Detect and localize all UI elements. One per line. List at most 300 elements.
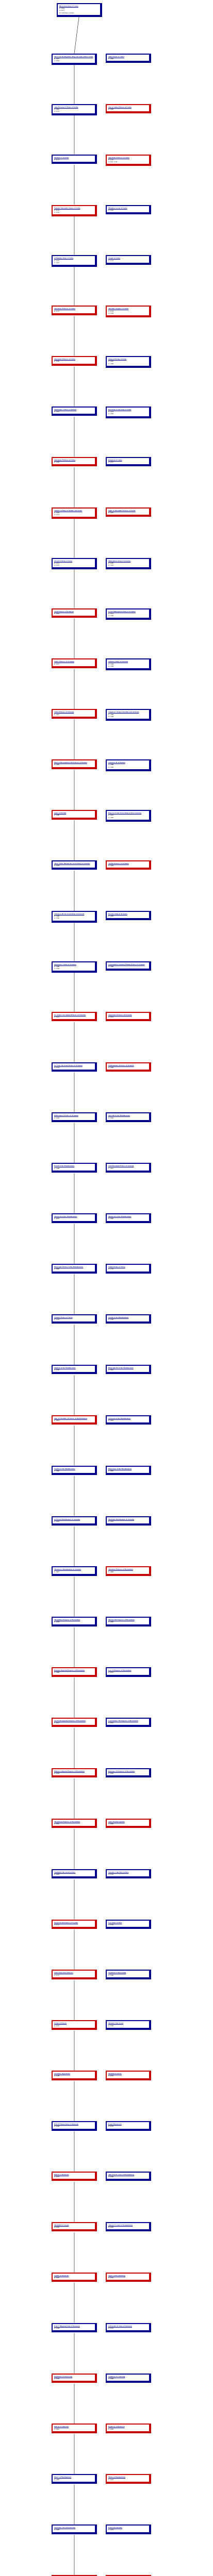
- person-detail: b. 1810: [108, 1369, 114, 1371]
- person-name[interactable]: Alexander Princess of Gisha: [54, 459, 75, 461]
- person-name[interactable]: Sige of Vlasidaiv I Princess of the Bohemian: [54, 1417, 87, 1419]
- person-card[interactable]: [106, 810, 151, 822]
- person-card[interactable]: [52, 1768, 97, 1777]
- person-name[interactable]: Christoffer II King of Denmark: [108, 2325, 132, 2327]
- person-card[interactable]: [52, 1112, 97, 1122]
- person-detail: b. 1112: [54, 158, 59, 161]
- person-detail: b. 2260: [108, 2176, 114, 2178]
- person-card[interactable]: [106, 658, 151, 670]
- person-card[interactable]: [106, 2172, 151, 2181]
- person-name[interactable]: Khosrov II the Victor King of West Armenia: [108, 812, 142, 815]
- person-name[interactable]: Chasmon II of Parthia: [108, 761, 125, 764]
- person-detail: d. 1164: [54, 211, 60, 213]
- person-name[interactable]: Hamazasp of the Mamikonians: [108, 1467, 132, 1470]
- person-name[interactable]: Euphemia of Pomerania: [54, 2375, 73, 2378]
- person-name[interactable]: Romanos II Emperor of Byzantium: [108, 1770, 135, 1772]
- person-detail: b. 1935: [108, 1520, 114, 1522]
- person-card[interactable]: [106, 2323, 151, 2332]
- person-name[interactable]: Leo VI Emperor of Byzantium: [108, 1669, 132, 1672]
- person-name[interactable]: Helena Lekapene Empress of Byzantium: [54, 1770, 85, 1772]
- person-detail: b. 2010: [108, 1671, 114, 1674]
- person-detail: b. 2160: [108, 1974, 114, 1976]
- person-card[interactable]: [52, 1566, 97, 1575]
- person-detail: b. 2161: [54, 2024, 60, 2027]
- person-detail: b. 1560: [108, 1066, 114, 1069]
- person-card[interactable]: [52, 2121, 97, 2130]
- person-name[interactable]: Agnes of Brandenburg: [108, 2274, 125, 2277]
- person-card[interactable]: [52, 1617, 97, 1626]
- person-detail: b. 1660: [108, 1217, 114, 1220]
- person-detail: b. 1085: [108, 108, 114, 110]
- person-detail: d. 1384: [108, 665, 114, 667]
- person-name[interactable]: Yachaninants Princess of Armenia: [108, 1064, 134, 1066]
- person-detail: b. 2360: [108, 2377, 114, 2380]
- person-card[interactable]: [106, 1516, 151, 1526]
- person-detail: b. 1081: [54, 108, 60, 110]
- person-detail: b. 1860: [54, 1469, 60, 1472]
- person-card[interactable]: [52, 54, 97, 65]
- person-detail: b. 2110: [108, 1873, 114, 1875]
- person-detail: b. 1735: [54, 1318, 60, 1321]
- person-card[interactable]: [52, 860, 97, 870]
- person-card[interactable]: [52, 2374, 97, 2383]
- person-detail: d. 1077: [59, 9, 65, 12]
- person-name[interactable]: Johann I Count of Brandenburg: [108, 2224, 133, 2226]
- person-name[interactable]: Dimianagos I Prince of Armenia: [54, 1114, 78, 1117]
- person-card[interactable]: [52, 306, 97, 315]
- person-detail: b. 1313: [108, 612, 114, 615]
- person-detail: d. 1440: [108, 766, 114, 768]
- person-name[interactable]: Yakor Princess of Armenia: [54, 660, 74, 663]
- person-detail: b. 1386: [108, 764, 114, 766]
- person-card[interactable]: [52, 255, 97, 267]
- person-card[interactable]: [52, 709, 97, 718]
- person-name[interactable]: Pilot of Phrasteuinen III Princess of Parthia: [54, 761, 87, 764]
- person-detail: b. 1114: [54, 209, 59, 211]
- person-name[interactable]: Sv. Stasis Cass Adean Princess of Armenia: [54, 1013, 86, 1016]
- person-detail: b. 1201: [54, 411, 60, 413]
- person-card[interactable]: [106, 558, 151, 570]
- person-name[interactable]: Anastasios I King of Armenia: [54, 963, 76, 965]
- person-name[interactable]: Helena of Denmark: [54, 2174, 69, 2176]
- person-card[interactable]: [106, 1617, 151, 1626]
- person-detail: b. 1635: [54, 1217, 60, 1220]
- person-name[interactable]: Mstislav I the Great: [108, 2022, 124, 2025]
- person-card[interactable]: [52, 1920, 97, 1929]
- person-card[interactable]: [52, 1365, 97, 1374]
- person-detail: d. 1133: [54, 110, 60, 113]
- person-card[interactable]: [52, 1213, 97, 1223]
- person-name[interactable]: Henry of Mecklenburg: [54, 2476, 72, 2479]
- person-card[interactable]: [52, 1869, 97, 1878]
- person-card[interactable]: [52, 1718, 97, 1727]
- person-name[interactable]: Mushegh Mamikonian of Armenia: [108, 1518, 135, 1520]
- person-detail: b. 2385: [108, 2428, 114, 2430]
- person-detail: d. 1239: [108, 312, 114, 314]
- person-name[interactable]: Joshi Princess of Ezdistan: [54, 610, 74, 613]
- person-card[interactable]: [52, 2273, 97, 2282]
- person-name[interactable]: Michael III Emperor of Byzantium: [108, 1619, 135, 1621]
- person-name[interactable]: Maria of Mecklenburg: [108, 2476, 125, 2479]
- person-name[interactable]: Mikhailuten King of Armenia: [108, 560, 131, 562]
- person-card[interactable]: [106, 507, 151, 517]
- person-card[interactable]: [52, 961, 97, 973]
- person-name[interactable]: Eric II Emune King of Denmark: [54, 2123, 79, 2126]
- person-detail: d. 1314: [54, 514, 60, 516]
- person-detail: d. after 1150: [108, 161, 118, 163]
- person-detail: b. 1390: [54, 814, 60, 817]
- person-name[interactable]: Volgaren V King of Parthia and Armenia: [108, 711, 139, 714]
- person-card[interactable]: [106, 1163, 151, 1172]
- person-name[interactable]: Sophia of Denmark: [54, 2274, 69, 2277]
- person-card[interactable]: [106, 1213, 151, 1223]
- person-detail: b. 1760: [108, 1318, 114, 1321]
- person-detail: b. 1563: [54, 1116, 60, 1119]
- person-card[interactable]: [52, 155, 97, 164]
- person-detail: b. 1960: [108, 1570, 114, 1573]
- person-detail: b. 1410: [108, 814, 114, 817]
- person-card[interactable]: [106, 1768, 151, 1777]
- person-card[interactable]: [52, 1012, 97, 1021]
- person-card[interactable]: [52, 205, 97, 217]
- person-name[interactable]: John Personer I Prince of Gisha: [54, 106, 78, 108]
- person-detail: b. 1262: [54, 512, 60, 514]
- person-name[interactable]: Mamyrah of the Mamikonians: [54, 1215, 77, 1218]
- person-name[interactable]: Moses III Rodrigenthi, King and Agha Prince Gisha: [54, 55, 93, 58]
- person-name[interactable]: Helvig of Schleswig: [54, 2426, 69, 2428]
- person-detail: b. 1110: [108, 158, 113, 161]
- person-name[interactable]: Hmayegh I Prince of the Mamikonians: [54, 1266, 84, 1268]
- person-card[interactable]: [52, 507, 97, 519]
- person-detail: b. 1588: [54, 1167, 60, 1170]
- person-card[interactable]: [52, 2071, 97, 2080]
- person-card[interactable]: [52, 2172, 97, 2181]
- person-name[interactable]: Theodoros Mamikonian of Armenia: [54, 1568, 81, 1571]
- person-name[interactable]: Joseph of Gisha: [108, 257, 120, 260]
- person-detail: b. 1986: [54, 1671, 60, 1674]
- person-detail: b. 1317: [54, 663, 60, 665]
- person-name[interactable]: Sv. Isaac the Great Prince of Armenia: [54, 1064, 83, 1066]
- person-card[interactable]: [106, 2071, 151, 2080]
- person-name[interactable]: Kosmas King of Armenia: [108, 912, 127, 915]
- person-name[interactable]: Oozoli of the Mamikonians: [108, 1316, 129, 1318]
- person-name[interactable]: Zoe Karbonopsina Empress of Byzantium: [54, 1720, 86, 1722]
- person-name[interactable]: Alexander Princess of Gisha: [108, 156, 129, 159]
- person-detail: b. 2060: [108, 1772, 114, 1775]
- person-name[interactable]: Vahan Prince of Taron: [108, 1266, 125, 1268]
- person-name[interactable]: Pereth of the Mamikonians: [54, 1165, 75, 1167]
- person-detail: d. 1335: [54, 564, 60, 567]
- person-detail: b. 1170: [108, 259, 114, 262]
- person-card[interactable]: [106, 2121, 151, 2130]
- person-name[interactable]: Constantine VII Emperor of Byzantium: [108, 1720, 138, 1722]
- person-detail: b. 1710: [108, 1268, 114, 1270]
- person-card[interactable]: [106, 1314, 151, 1324]
- person-name[interactable]: Levan Dikhaganon King of Armenia: [108, 610, 136, 613]
- person-card[interactable]: [106, 759, 151, 771]
- person-detail: b. 1257: [108, 461, 114, 464]
- person-detail: b. 2308: [54, 2327, 60, 2329]
- person-card[interactable]: [106, 356, 151, 368]
- person-detail: b. 1985: [108, 1621, 114, 1623]
- person-detail: b. 1360: [108, 713, 114, 716]
- person-card[interactable]: [52, 104, 97, 116]
- person-detail: b. 1515: [108, 1015, 114, 1018]
- person-card[interactable]: [106, 961, 151, 971]
- person-name[interactable]: David the Great King of Gisha: [108, 409, 132, 411]
- person-detail: b. 2135: [108, 1923, 114, 1926]
- person-detail: b. 2287: [54, 2276, 60, 2279]
- person-detail: b. 2208: [54, 2125, 60, 2128]
- person-card[interactable]: [106, 1365, 151, 1374]
- person-name[interactable]: Achiekillos King of Gisha: [54, 257, 74, 260]
- person-card[interactable]: [106, 306, 151, 317]
- person-name[interactable]: Sabia Princess of Armenia: [54, 711, 74, 714]
- person-card[interactable]: [106, 608, 151, 620]
- person-card[interactable]: [52, 2474, 97, 2483]
- person-name[interactable]: Mamyrah of the Mamikonians: [108, 1215, 132, 1218]
- person-card[interactable]: [106, 457, 151, 466]
- person-detail: b. 1365: [54, 764, 60, 766]
- person-card[interactable]: [52, 2323, 97, 2332]
- person-name[interactable]: Matthew I of Gisha: [54, 156, 69, 159]
- person-detail: b. 1910: [54, 1520, 60, 1522]
- person-detail: b. 1230: [54, 461, 60, 464]
- person-detail: b. 2235: [108, 2125, 114, 2128]
- person-card[interactable]: [106, 2424, 151, 2433]
- person-detail: m. Chachak of Gisha: [59, 11, 74, 14]
- person-name[interactable]: Simeon II King of Gisha: [108, 358, 127, 361]
- person-name[interactable]: Anna Polovtsian Princess: [54, 1972, 73, 1974]
- person-card[interactable]: [52, 1163, 97, 1172]
- person-detail: b. 2408: [54, 2529, 60, 2531]
- person-detail: b. 2085: [108, 1823, 114, 1825]
- person-card[interactable]: [106, 1415, 151, 1425]
- person-name[interactable]: Oge of Gisha Princess of Gisha: [108, 106, 132, 108]
- person-card[interactable]: [106, 1970, 151, 1979]
- person-card[interactable]: [106, 54, 151, 63]
- person-detail: b. 1338: [108, 663, 114, 665]
- person-name[interactable]: Albrecht II Count of Brandenburg: [108, 2174, 135, 2176]
- person-detail: b. 1436: [54, 865, 60, 867]
- person-detail: b. 1785: [54, 1369, 60, 1371]
- person-card[interactable]: [52, 658, 97, 668]
- person-card[interactable]: [52, 810, 97, 819]
- person-detail: b. 2410: [108, 2478, 114, 2481]
- person-name[interactable]: Gytha of Wessex: [54, 2022, 67, 2025]
- person-card[interactable]: [52, 356, 97, 365]
- person-detail: b. 2435: [108, 2529, 114, 2531]
- person-card[interactable]: [52, 1466, 97, 1475]
- person-detail: d. 1345: [108, 564, 114, 567]
- person-card[interactable]: [52, 1819, 97, 1828]
- person-name[interactable]: Tamara II King of Tachins and Gisha: [54, 509, 83, 512]
- person-detail: b. 1512: [54, 1015, 60, 1018]
- person-name[interactable]: Anna of Parthia: [54, 812, 67, 815]
- person-card[interactable]: [106, 1112, 151, 1122]
- person-card[interactable]: [52, 1516, 97, 1526]
- person-detail: d. 1094: [54, 60, 60, 62]
- person-card[interactable]: [52, 457, 97, 466]
- person-detail: d. 1549: [54, 968, 60, 970]
- person-card[interactable]: [52, 2524, 97, 2534]
- person-detail: d. 1408: [108, 715, 114, 718]
- person-detail: b. 1490: [108, 965, 114, 968]
- person-card[interactable]: [106, 2474, 151, 2483]
- person-detail: d. 1293: [108, 413, 114, 415]
- person-card[interactable]: [52, 406, 97, 416]
- person-name[interactable]: Hmayagh III of the Mamikonians: [108, 1366, 134, 1369]
- person-detail: b. 2262: [54, 2226, 60, 2229]
- person-name[interactable]: Erik of Pomerania: [108, 2527, 122, 2529]
- person-name[interactable]: Ingeborg of Denmark: [108, 2426, 125, 2428]
- person-name[interactable]: Erik V Klipping King of Denmark: [54, 2325, 80, 2327]
- person-card[interactable]: [106, 2273, 151, 2282]
- person-name[interactable]: Oglu of Alexander Princess of Gisha: [108, 509, 136, 512]
- person-card[interactable]: [106, 2020, 151, 2029]
- person-card[interactable]: [106, 911, 151, 920]
- person-card[interactable]: [106, 1062, 151, 1072]
- person-name[interactable]: Christina Ingesdotter: [54, 2073, 71, 2075]
- person-card[interactable]: [106, 860, 151, 870]
- person-detail: b. 2335: [108, 2327, 114, 2329]
- person-name[interactable]: Theodora Empress of Byzantium: [108, 1568, 133, 1571]
- person-name[interactable]: Tinay Tabor Belsina the Great King of Armenia: [54, 862, 90, 865]
- person-detail: b. 2083: [54, 1873, 60, 1875]
- person-name[interactable]: Vladimir I the Great of Kiev: [54, 1871, 76, 1873]
- person-detail: d. 1201: [54, 261, 60, 264]
- person-name[interactable]: Knud Magnussen: [108, 2123, 122, 2126]
- person-card[interactable]: [106, 709, 151, 721]
- person-card[interactable]: [52, 1415, 97, 1425]
- person-name[interactable]: Matthias Cortez of Gisha: [108, 207, 127, 209]
- person-card[interactable]: [106, 1869, 151, 1878]
- person-card[interactable]: [52, 2020, 97, 2029]
- person-card[interactable]: [106, 2524, 151, 2534]
- person-name[interactable]: Ingegerd Olofsdotter of Sweden: [54, 1921, 78, 1924]
- person-card[interactable]: [106, 1819, 151, 1828]
- descent-line: [74, 13, 79, 54]
- person-card[interactable]: [106, 255, 151, 264]
- person-detail: b. 1283: [108, 562, 114, 564]
- person-name[interactable]: Bhotoshun King of Gisha: [59, 5, 78, 7]
- person-detail: b. 1835: [108, 1419, 114, 1421]
- person-name[interactable]: Volodar Alexander Queen of Gisha: [54, 207, 80, 209]
- person-name[interactable]: Vaid Khotakali Prince of Armenia: [108, 1165, 134, 1167]
- person-detail: b. 1937: [54, 1570, 60, 1573]
- person-detail: d. 1269: [108, 362, 114, 365]
- person-card[interactable]: [52, 1970, 97, 1979]
- person-card[interactable]: [106, 1264, 151, 1273]
- person-name[interactable]: Vardan of the Mamikonians: [54, 1467, 75, 1470]
- person-detail: b. 1205: [108, 360, 114, 363]
- person-card[interactable]: [52, 2222, 97, 2231]
- person-detail: b. 1178: [108, 310, 114, 312]
- person-detail: b. 2012: [54, 1722, 60, 1724]
- person-name[interactable]: Stephan of the Mamikonians: [54, 1366, 76, 1369]
- person-detail: b. 2185: [108, 2024, 114, 2027]
- person-card[interactable]: [52, 608, 97, 618]
- person-detail: b. 1341: [54, 713, 60, 716]
- person-name[interactable]: Yaroslav I the Wise of Kiev: [108, 1871, 129, 1873]
- person-card[interactable]: [57, 3, 102, 17]
- person-name[interactable]: Artavasd of the Mamikonians: [108, 1417, 131, 1419]
- person-name[interactable]: Malmfred of Kiev: [108, 2073, 122, 2075]
- person-card[interactable]: [106, 205, 151, 214]
- person-detail: b. 1140: [108, 209, 114, 211]
- person-card[interactable]: [52, 2424, 97, 2433]
- person-detail: b. 1060: [108, 58, 114, 60]
- person-detail: d. 1465: [108, 816, 114, 819]
- person-card[interactable]: [106, 1667, 151, 1676]
- person-detail: b. 1196: [54, 360, 60, 363]
- person-card[interactable]: [52, 1667, 97, 1676]
- person-card[interactable]: [106, 1920, 151, 1929]
- person-name[interactable]: Valdemar IV Atterdag: [108, 2375, 125, 2378]
- person-card[interactable]: [106, 1718, 151, 1727]
- person-name[interactable]: Sprinter Prince of Taron: [54, 1316, 73, 1318]
- person-name[interactable]: Wartislaw VII of Pomerania: [54, 2527, 76, 2529]
- person-detail: b. 1439: [108, 865, 114, 867]
- person-card[interactable]: [106, 406, 151, 418]
- person-name[interactable]: Chasmon III the Great King of Armenia: [54, 912, 85, 915]
- person-name[interactable]: Theophano Empress of Byzantium: [54, 1820, 80, 1823]
- person-name[interactable]: Anastasios Princess of Armenia: [108, 1013, 132, 1016]
- person-name[interactable]: Shahanshe I Prince of Kisheti: [54, 409, 76, 411]
- person-name[interactable]: Anna Porphyrogenita: [108, 1820, 125, 1823]
- person-detail: b. 1232: [108, 411, 114, 413]
- person-card[interactable]: [52, 911, 97, 923]
- person-name[interactable]: Vladimir II Monomakh: [108, 1972, 126, 1974]
- person-name[interactable]: Alexander Princess of Gisha: [54, 308, 75, 310]
- person-detail: b. 2137: [54, 1974, 60, 1976]
- person-name[interactable]: Antiokos King of Armenia: [108, 660, 128, 663]
- person-name[interactable]: Ouvdel II King of Gisha: [54, 560, 73, 562]
- person-card[interactable]: [106, 155, 151, 166]
- person-card[interactable]: [52, 1264, 97, 1273]
- person-card[interactable]: [52, 759, 97, 769]
- person-name[interactable]: Alexander Princess of Gisha: [54, 358, 75, 361]
- person-detail: b. 2285: [108, 2226, 114, 2229]
- person-detail: d. 1520: [54, 917, 60, 920]
- person-name[interactable]: Mechtild of Lusatia: [54, 2224, 69, 2226]
- person-name[interactable]: Theophilos Emperor of Byzantium: [54, 1619, 80, 1621]
- person-card[interactable]: [106, 1466, 151, 1475]
- person-detail: b. 2210: [108, 2075, 114, 2077]
- person-card[interactable]: [52, 558, 97, 570]
- person-card[interactable]: [52, 1062, 97, 1072]
- person-detail: b. 2361: [54, 2428, 60, 2430]
- person-name[interactable]: Vsevolod I of Kiev: [108, 1921, 122, 1924]
- person-card[interactable]: [52, 1314, 97, 1324]
- person-name[interactable]: Tinatine Josephos of Gisha: [108, 308, 129, 310]
- person-card[interactable]: [106, 104, 151, 113]
- person-name[interactable]: Jachin Princess of Armenia: [108, 862, 129, 865]
- person-name[interactable]: Eudocia Ingerina Empress of Byzantium: [54, 1669, 85, 1672]
- person-card[interactable]: [106, 1566, 151, 1575]
- person-name[interactable]: Constantinos Sasanna Palatin Prince of Armenia: [108, 963, 145, 965]
- person-name[interactable]: Kingdom of Gisha: [108, 459, 122, 461]
- person-detail: b. 1812: [54, 1419, 60, 1421]
- person-name[interactable]: Artavasd Mamikonian of Armenia: [54, 1518, 80, 1520]
- person-card[interactable]: [106, 2222, 151, 2231]
- person-card[interactable]: [106, 1012, 151, 1021]
- person-card[interactable]: [106, 2374, 151, 2383]
- person-name[interactable]: Sitka Prince of Gisha: [108, 55, 124, 58]
- person-name[interactable]: Sirovieli of the Mamikonians: [108, 1114, 130, 1117]
- person-detail: b. 1034: [59, 7, 65, 10]
- person-detail: b. 1885: [108, 1469, 114, 1472]
